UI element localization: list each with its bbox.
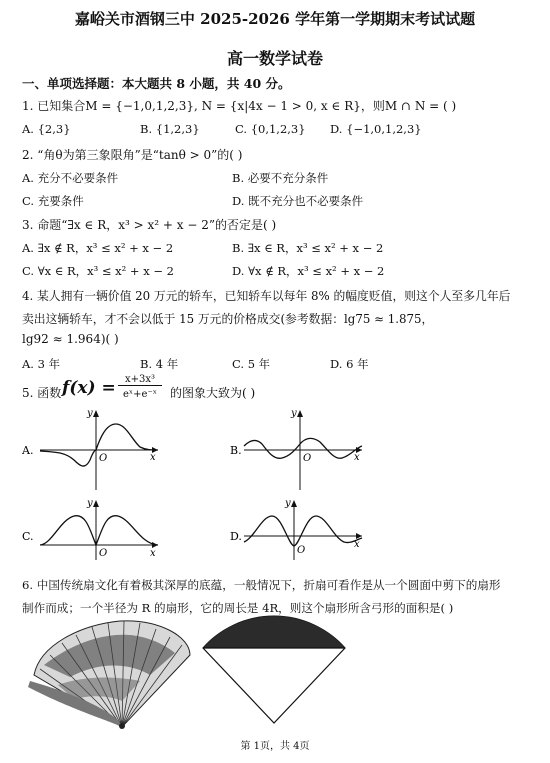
- question-5-prefix: 5. 函数: [22, 386, 62, 400]
- graph-c-label: C.: [22, 530, 34, 543]
- graph-b-y-label: y: [291, 408, 297, 419]
- section-heading: 一、单项选择题：本大题共 8 小题，共 40 分。: [22, 76, 291, 91]
- q4-option-c: C. 5 年: [232, 357, 271, 371]
- graph-d-label: D.: [230, 530, 242, 543]
- question-6-line-1: 6. 中国传统扇文化有着极其深厚的底蕴，一般情况下，折扇可看作是从一个圆面中剪下的扇形: [22, 578, 501, 592]
- graph-c: [22, 498, 158, 560]
- graph-c-curve: [40, 516, 158, 545]
- q1-option-c: C. {0,1,2,3}: [235, 122, 306, 136]
- fraction-numerator: x+3x³: [118, 374, 162, 386]
- q2-option-c: C. 充要条件: [22, 194, 84, 208]
- question-2-stem: 2. “角θ为第三象限角”是“tanθ > 0”的( ): [22, 148, 243, 162]
- folding-fan-image: [28, 621, 190, 729]
- graph-c-x-label: x: [150, 548, 156, 559]
- q3-option-a: A. ∃x ∉ R，x³ ≤ x² + x − 2: [22, 241, 174, 255]
- exam-subtitle: 高一数学试卷: [226, 49, 323, 68]
- graph-b-y-arrow: [297, 410, 303, 417]
- function-name: f(x) =: [62, 378, 116, 398]
- graph-a-label: A.: [22, 444, 34, 457]
- graph-d-origin: O: [297, 545, 306, 556]
- q2-option-a: A. 充分不必要条件: [22, 171, 119, 185]
- q2-option-d: D. 既不充分也不必要条件: [232, 194, 364, 208]
- sector-diagram: [203, 616, 345, 723]
- page-footer: 第 1页，共 4页: [240, 741, 310, 752]
- q1-option-a: A. {2,3}: [22, 122, 71, 136]
- graph-d-y-arrow: [291, 500, 297, 507]
- graph-b-origin: O: [303, 453, 312, 464]
- q1-option-b: B. {1,2,3}: [140, 122, 200, 136]
- exam-title: 嘉峪关市酒钢三中 2025-2026 学年第一学期期末考试试题: [74, 10, 476, 28]
- graph-c-origin: O: [99, 548, 108, 559]
- q3-option-c: C. ∀x ∈ R，x³ ≤ x² + x − 2: [22, 264, 174, 278]
- q1-option-d: D. {−1,0,1,2,3}: [330, 122, 422, 136]
- circular-segment: [203, 616, 345, 648]
- graph-a-y-label: y: [87, 408, 93, 419]
- question-5-suffix: 的图象大致为( ): [170, 386, 256, 400]
- graph-a-y-arrow: [93, 410, 99, 417]
- graph-b-label: B.: [230, 444, 242, 457]
- question-3-stem: 3. 命题“∃x ∈ R，x³ > x² + x − 2”的否定是( ): [22, 218, 277, 232]
- fraction-denominator: eˣ+e⁻ˣ: [123, 389, 157, 400]
- q4-option-a: A. 3 年: [22, 357, 61, 371]
- graph-b: [230, 408, 362, 490]
- q6-figures: [0, 615, 550, 733]
- graph-a: [21, 408, 158, 490]
- graph-d-x-label: x: [354, 539, 360, 550]
- question-4-line-3: lg92 ≈ 1.964)( ): [22, 332, 119, 346]
- graph-d: [230, 498, 362, 560]
- graph-c-y-label: y: [87, 498, 93, 509]
- graph-d-y-label: y: [285, 498, 291, 509]
- graph-b-x-label: x: [354, 452, 360, 463]
- question-6-line-2: 制作而成；一个半径为 R 的扇形，它的周长是 4R，则这个扇形所含弓形的面积是( ): [22, 601, 454, 615]
- question-4-line-2: 卖出这辆轿车，才不会以低于 15 万元的价格成交(参考数据：lg75 ≈ 1.875，: [22, 312, 434, 326]
- q3-option-b: B. ∃x ∈ R，x³ ≤ x² + x − 2: [232, 241, 384, 255]
- q4-option-b: B. 4 年: [140, 357, 179, 371]
- graph-d-curve: [244, 516, 362, 546]
- graph-c-y-arrow: [93, 500, 99, 507]
- q5-graphs: [0, 400, 550, 570]
- question-4-line-1: 4. 某人拥有一辆价值 20 万元的轿车，已知轿车以每年 8% 的幅度贬值，则这个人至多几年后: [22, 289, 511, 303]
- graph-a-origin: O: [99, 453, 108, 464]
- q2-option-b: B. 必要不充分条件: [232, 171, 329, 185]
- q3-option-d: D. ∀x ∉ R，x³ ≤ x² + x − 2: [232, 264, 385, 278]
- q4-option-d: D. 6 年: [330, 357, 369, 371]
- question-1-stem: 1. 已知集合M = {−1,0,1,2,3}, N = {x|4x − 1 > 0, x ∈ R}，则M ∩ N = ( ): [22, 99, 457, 113]
- graph-a-x-label: x: [150, 452, 156, 463]
